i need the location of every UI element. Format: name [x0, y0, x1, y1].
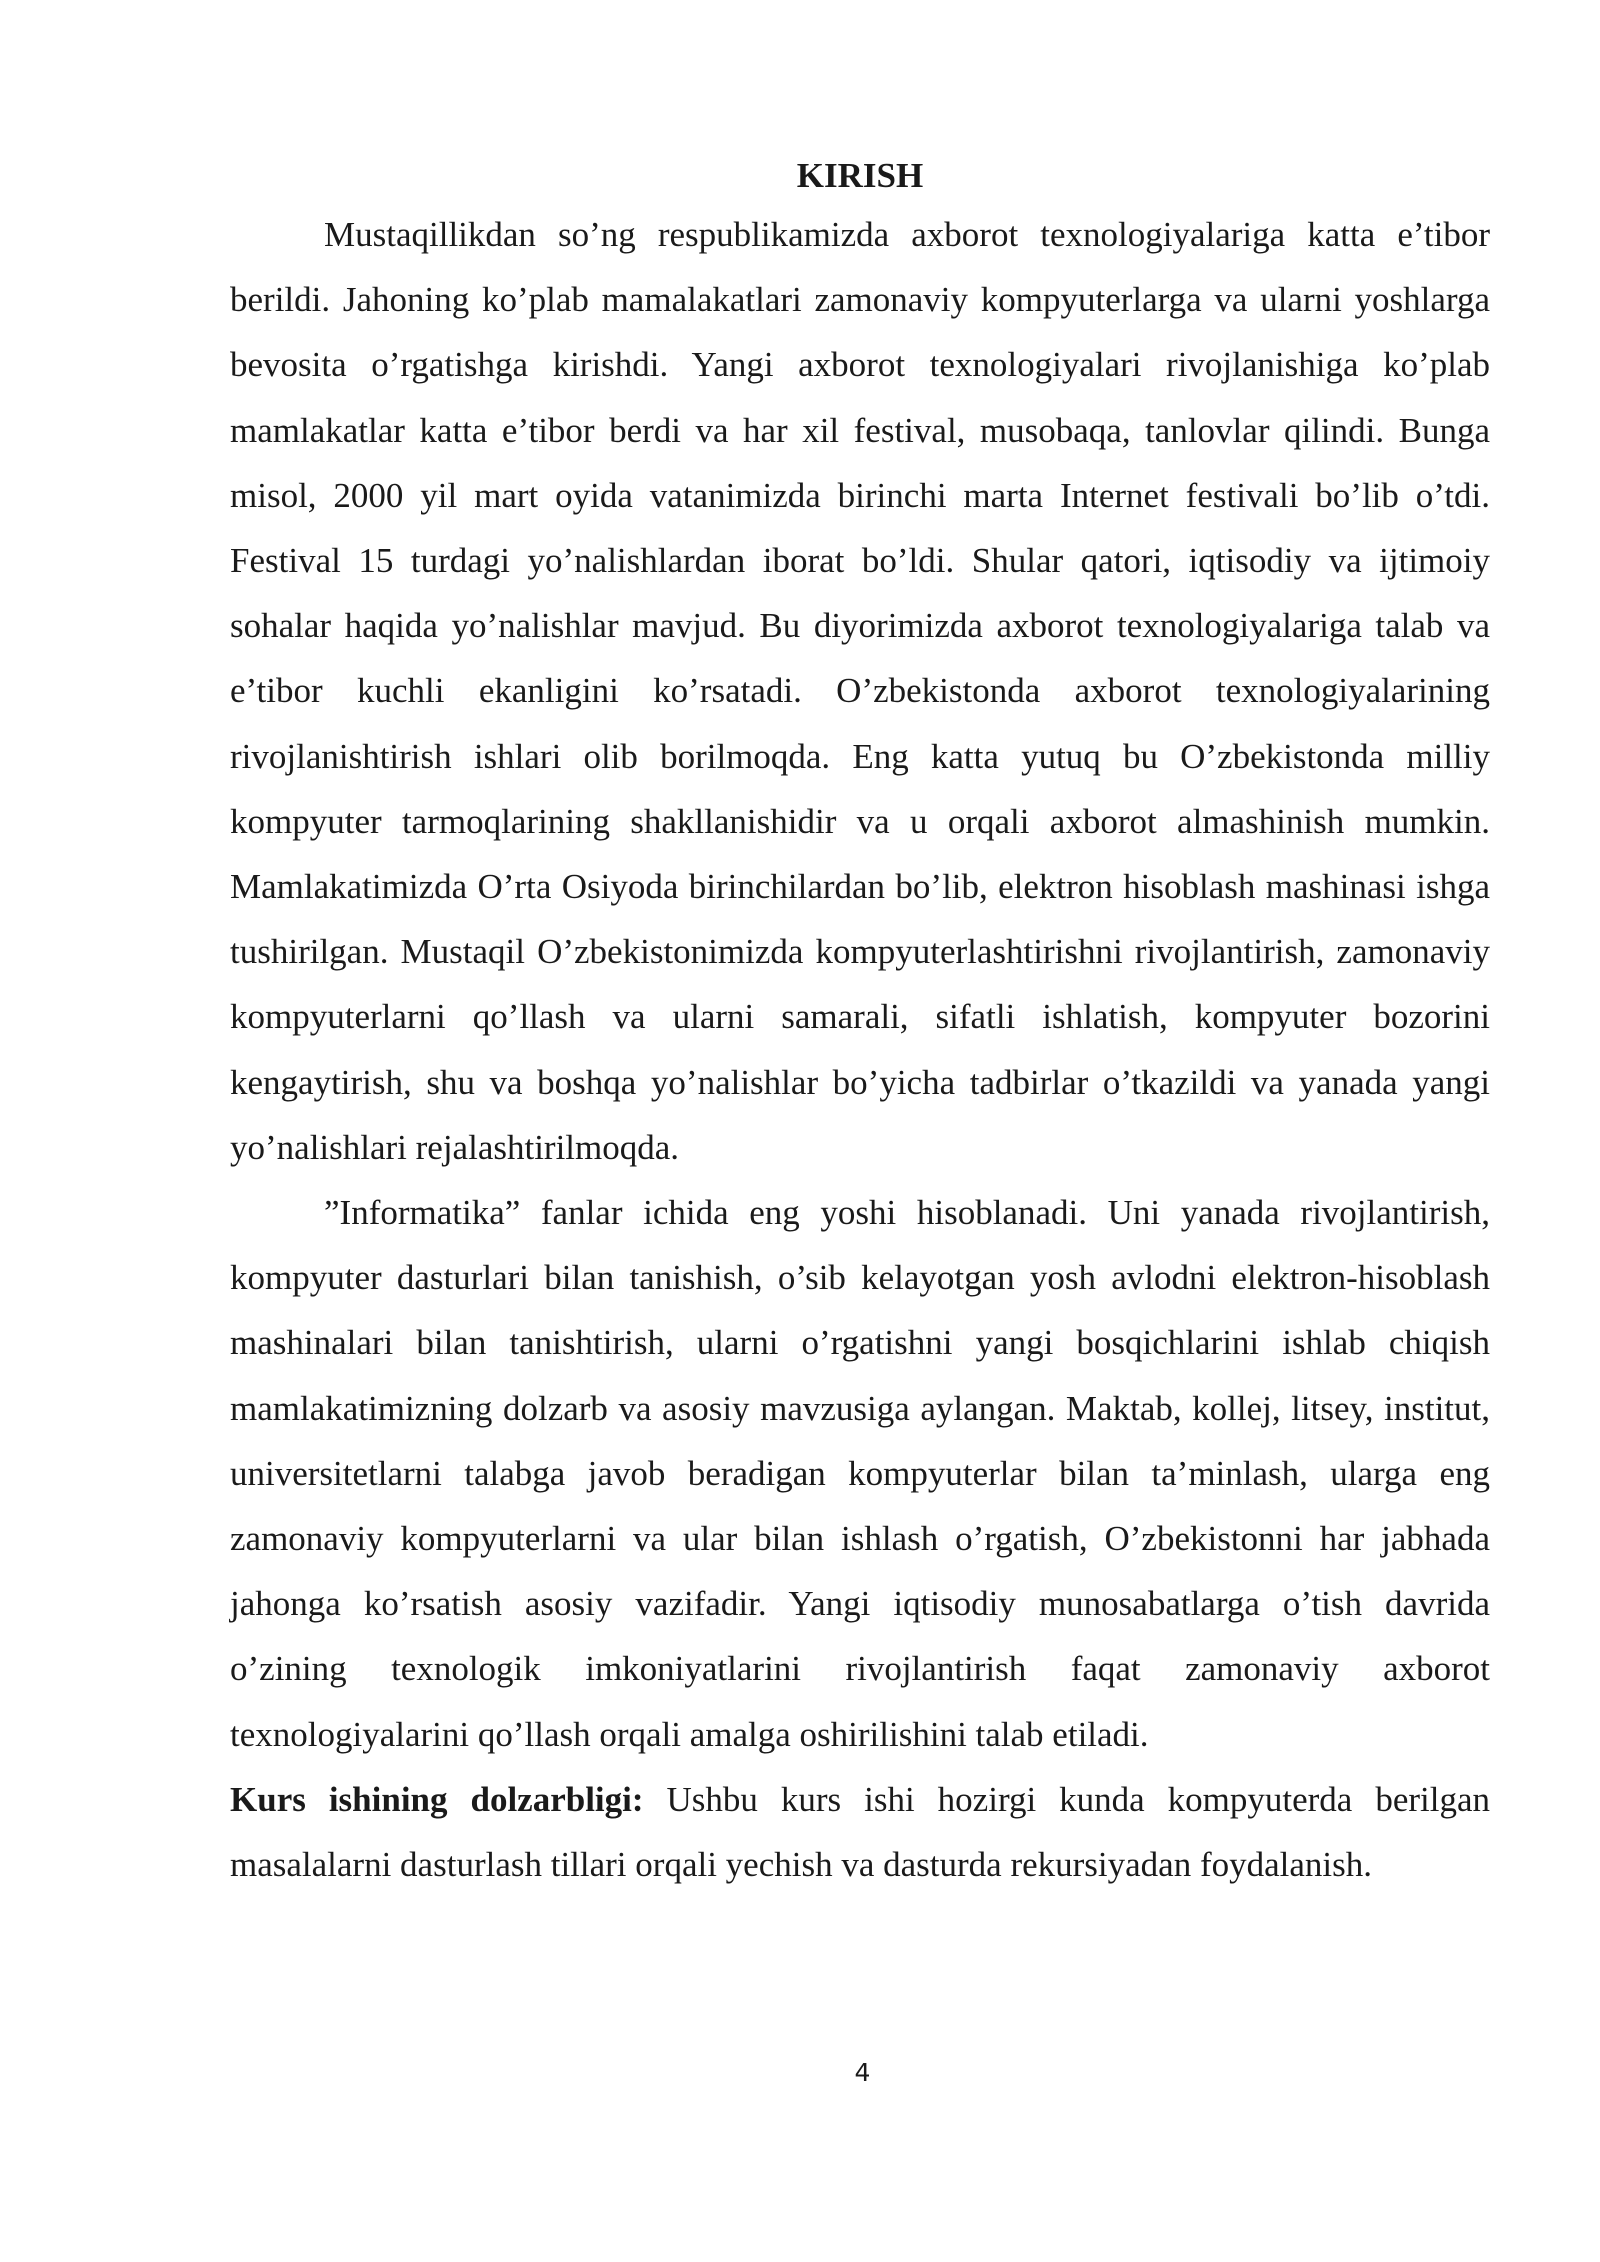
relevance-label: Kurs ishining dolzarbligi: — [230, 1779, 644, 1819]
paragraph-2: ”Informatika” fanlar ichida eng yoshi hisoblanadi. Uni yanada rivojlantirish, kompyuter dasturlari bilan tanishish, o’sib kelayotgan yosh avlodni elektron-hisoblash mashinalari bilan tanishtirish, ularni o’rgatishni yangi bosqichlarini ishlab chiqish mamlakatimizning dolzarb va asosiy mavzusiga aylangan. Maktab, kollej, litsey, institut, universitetlarni talabga javob beradigan kompyuterlar bilan ta’minlash, ularga eng zamonaviy kompyuterlarni va ular bilan ishlash o’rgatish, O’zbekistonni har jabhada jahonga ko’rsatish asosiy vazifadir. Yangi iqtisodiy munosabatlarga o’tish davrida o’zining texnologik imkoniyatlarini rivojlantirish faqat zamonaviy axborot texnologiyalarini qo’llash orqali amalga oshirilishini talab etiladi. — [230, 1193, 1490, 1754]
relevance-text: Ushbu kurs ishi hozirgi kunda kompyuterda berilgan masalalarni dasturlash tillari orqali yechish va dasturda rekursiyadan foydalanish. — [230, 1779, 1490, 1885]
page-number: 4 — [854, 2058, 871, 2087]
relevance-paragraph — [230, 1767, 1490, 1897]
document-body — [230, 150, 1490, 1897]
paragraph-1: Mustaqillikdan so’ng respublikamizda axborot texnologiyalariga katta e’tibor berildi. Jahoning ko’plab mamalakatlari zamonaviy kompyuterlarga va ularni yoshlarga bevosita o’rgatishga kirishdi. Yangi axborot texnologiyalari rivojlanishiga ko’plab mamlakatlar katta e’tibor berdi va har xil festival, musobaqa, tanlovlar qilindi. Bunga misol, 2000 yil mart oyida vatanimizda birinchi marta Internet festivali bo’lib o’tdi. Festival 15 turdagi yo’nalishlardan iborat bo’ldi. Shular qatori, iqtisodiy va ijtimoiy sohalar haqida yo’nalishlar mavjud. Bu diyorimizda axborot texnologiyalariga talab va e’tibor kuchli ekanligini ko’rsatadi. O’zbekistonda axborot texnologiyalarining rivojlanishtirish ishlari olib borilmoqda. Eng katta yutuq bu O’zbekistonda milliy kompyuter tarmoqlarining shakllanishidir va u orqali axborot almashinish mumkin. Mamlakatimizda O’rta Osiyoda birinchilardan bo’lib, elektron hisoblash mashinasi ishga tushirilgan. Mustaqil O’zbekistonimizda kompyuterlashtirishni rivojlantirish, zamonaviy kompyuterlarni qo’llash va ularni samarali, sifatli ishlatish, kompyuter bozorini kengaytirish, shu va boshqa yo’nalishlar bo’yicha tadbirlar o’tkazildi va yanada yangi yo’nalishlari rejalashtirilmoqda. — [230, 215, 1490, 1167]
section-heading: KIRISH — [796, 156, 924, 195]
